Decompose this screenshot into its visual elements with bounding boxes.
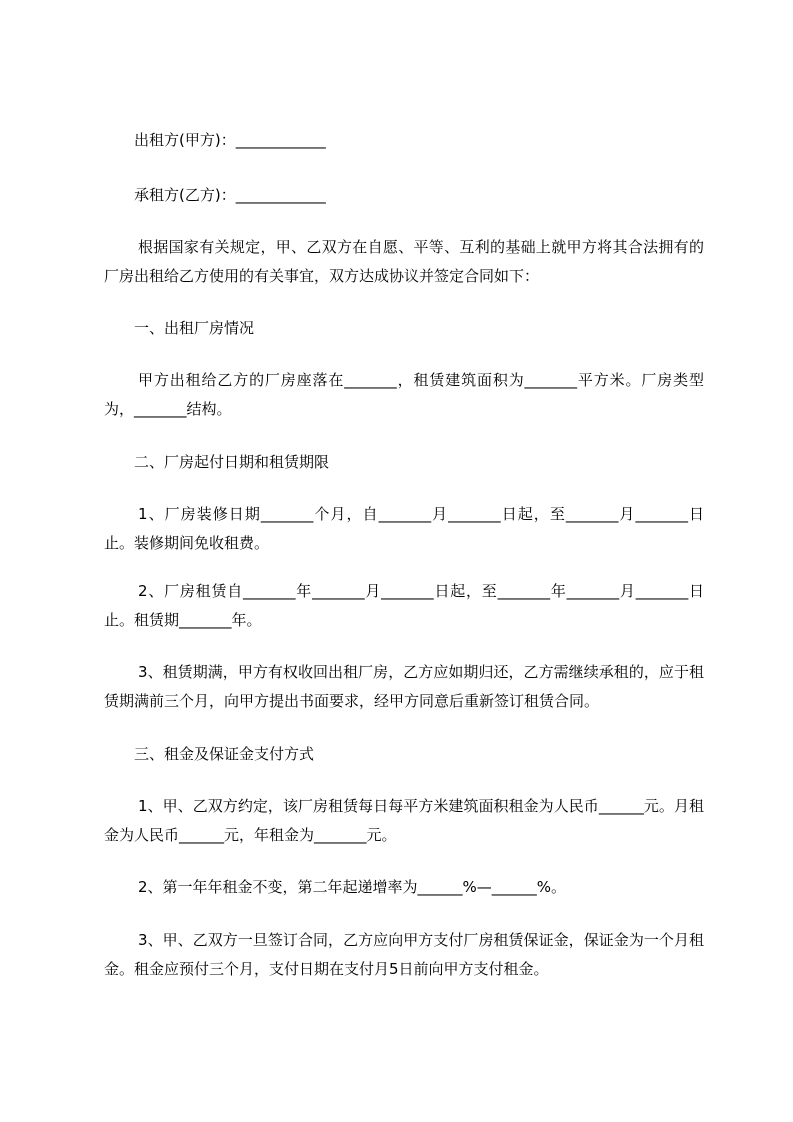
section-3-paragraph-2: 2、第一年年租金不变，第二年起递增率为______%—______%。 — [138, 878, 567, 896]
section-3-title: 三、租金及保证金支付方式 — [134, 745, 315, 763]
section-3-paragraph-3: 3、甲、乙双方一旦签订合同，乙方应向甲方支付厂房租赁保证金，保证金为一个月租金。租金应预付三个月，支付日期在支付月5日前向甲方支付租金。 — [104, 931, 704, 978]
section-2-paragraph-3: 3、租赁期满，甲方有权收回出租厂房，乙方应如期归还，乙方需继续承租的，应于租赁期满前三个月，向甲方提出书面要求，经甲方同意后重新签订租赁合同。 — [104, 663, 704, 710]
lessee-line: 承租方(乙方)：____________ — [134, 186, 326, 204]
section-2-title: 二、厂房起付日期和租赁期限 — [134, 453, 330, 471]
lessor-line: 出租方(甲方)：____________ — [134, 131, 326, 149]
section-1-paragraph-1: 甲方出租给乙方的厂房座落在_______，租赁建筑面积为_______平方米。厂房类型为，_______结构。 — [104, 371, 704, 418]
intro-paragraph: 根据国家有关规定，甲、乙双方在自愿、平等、互利的基础上就甲方将其合法拥有的厂房出租给乙方使用的有关事宜，双方达成协议并签定合同如下： — [104, 238, 704, 285]
section-1-title: 一、出租厂房情况 — [134, 319, 255, 337]
section-2-paragraph-2: 2、厂房租赁自_______年_______月_______日起，至_______年_______月_______日止。租赁期_______年。 — [104, 582, 704, 629]
section-3-paragraph-1: 1、甲、乙双方约定，该厂房租赁每日每平方米建筑面积租金为人民币______元。月租金为人民币______元，年租金为_______元。 — [104, 797, 704, 844]
section-2-paragraph-1: 1、厂房装修日期_______个月，自_______月_______日起，至_______月_______日止。装修期间免收租费。 — [104, 505, 704, 552]
